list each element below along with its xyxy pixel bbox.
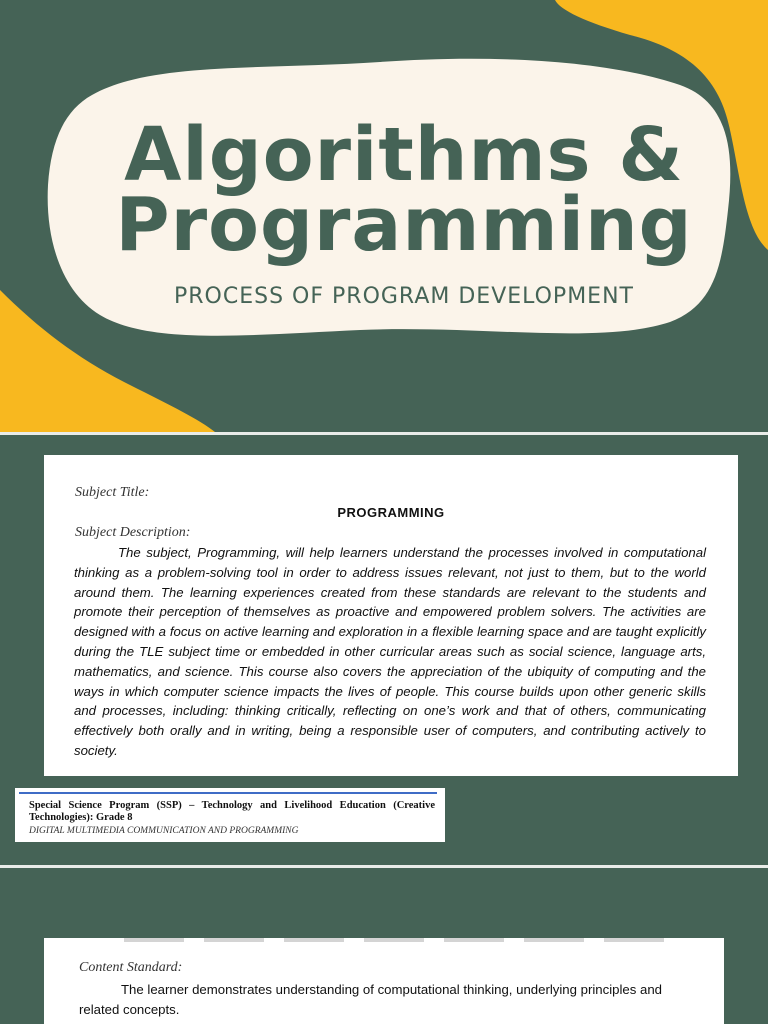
subject-description-text <box>74 543 706 761</box>
footer-program-line: Special Science Program (SSP) – Technology and Livelihood Education (Creative Technologies): Grade 8 <box>29 800 435 823</box>
subject-title-label: Subject Title: <box>75 485 150 500</box>
footer-subtitle-line: DIGITAL MULTIMEDIA COMMUNICATION AND PROGRAMMING <box>29 826 299 836</box>
cover-title-line2: Programming <box>115 182 693 268</box>
subject-slide <box>0 435 768 865</box>
subject-title-value: PROGRAMMING <box>337 505 445 520</box>
cover-title-line1: Algorithms & <box>124 112 684 198</box>
cropped-text-fragment <box>124 938 684 942</box>
content-standard-body: The learner demonstrates understanding of computational thinking, underlying principles and related concepts. <box>79 982 663 1017</box>
cover-subtitle: PROCESS OF PROGRAM DEVELOPMENT <box>174 284 634 309</box>
content-standard-label: Content Standard: <box>79 960 183 975</box>
content-standard-slide <box>0 868 768 1024</box>
content-standard-text <box>79 980 689 1019</box>
subject-description-body: The subject, Programming, will help learners understand the processes involved in computational thinking as a problem-solving tool in order to address issues relevant, not just to them, but to the world around them. The learning experiences created from these standards are relevant to the students and promote their perception of themselves as proactive and empowered problem solvers. The activities are designed with a focus on active learning and exploration in a flexible learning space and are taught explicitly during the TLE subject time or embedded in other curricular areas such as social science, language arts, mathematics, and science. This course also covers the appreciation of the ubiquity of computing and the ways in which computer science impacts the lives of people. This course builds upon other generic skills and processes, including: thinking critically, reflecting on one’s work and that of others, communicating effectively both orally and in writing, being a responsible user of computers, and contributing actively to society. <box>74 545 706 758</box>
footer-rule <box>19 792 437 794</box>
curriculum-footer <box>15 788 445 842</box>
curriculum-page <box>44 455 738 776</box>
content-standard-page <box>44 938 724 1024</box>
subject-description-label: Subject Description: <box>75 525 191 540</box>
cover-slide <box>0 0 768 432</box>
